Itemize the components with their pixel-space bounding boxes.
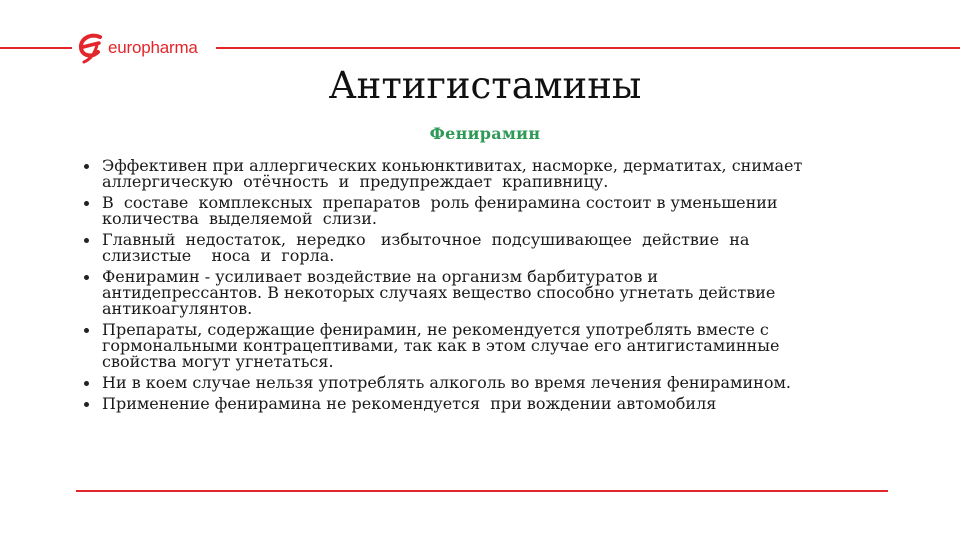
bullet-item	[84, 232, 874, 264]
bullet-icon	[84, 238, 89, 243]
bullet-item	[84, 269, 874, 317]
slide-title: Антигистамины	[328, 64, 642, 107]
bullet-icon	[84, 328, 89, 333]
bullet-text: Препараты, содержащие фенирамин, не рекомендуется употреблять вместе с гормональными контрацептивами, так как в этом случае его антигистаминные свойства могут угнетаться.	[102, 320, 780, 371]
bullet-icon	[84, 402, 89, 407]
header-rule-right	[216, 47, 960, 49]
bullet-item	[84, 322, 874, 370]
bullet-text: Фенирамин - усиливает воздействие на организм барбитуратов и антидепрессантов. В некоторых случаях вещество способно угнетать действие антикоагулянтов.	[102, 267, 776, 318]
bullet-list	[84, 158, 874, 417]
bullet-icon	[84, 164, 89, 169]
slide-subtitle: Фенирамин	[429, 124, 541, 143]
bullet-icon	[84, 201, 89, 206]
bullet-text: Применение фенирамина не рекомендуется при вождении автомобиля	[102, 394, 717, 413]
europharma-logo-icon	[76, 31, 106, 65]
bullet-item	[84, 396, 874, 412]
bullet-text: В составе комплексных препаратов роль фенирамина состоит в уменьшении количества выделяемой слизи.	[102, 193, 778, 228]
bullet-icon	[84, 381, 89, 386]
bullet-item	[84, 195, 874, 227]
bullet-text: Главный недостаток, нередко избыточное подсушивающее действие на слизистые носа и горла.	[102, 230, 750, 265]
bullet-text: Эффективен при аллергических коньюнктивитах, насморке, дерматитах, снимает аллергическую отёчность и предупреждает крапивницу.	[102, 156, 803, 191]
bullet-item	[84, 158, 874, 190]
bullet-icon	[84, 275, 89, 280]
header-rule-left	[0, 47, 72, 49]
footer-rule	[76, 490, 888, 492]
logo-wordmark: europharma	[108, 38, 198, 57]
bullet-item	[84, 375, 874, 391]
europharma-logo	[76, 30, 198, 66]
bullet-text: Ни в коем случае нельзя употреблять алкоголь во время лечения фенирамином.	[102, 373, 791, 392]
